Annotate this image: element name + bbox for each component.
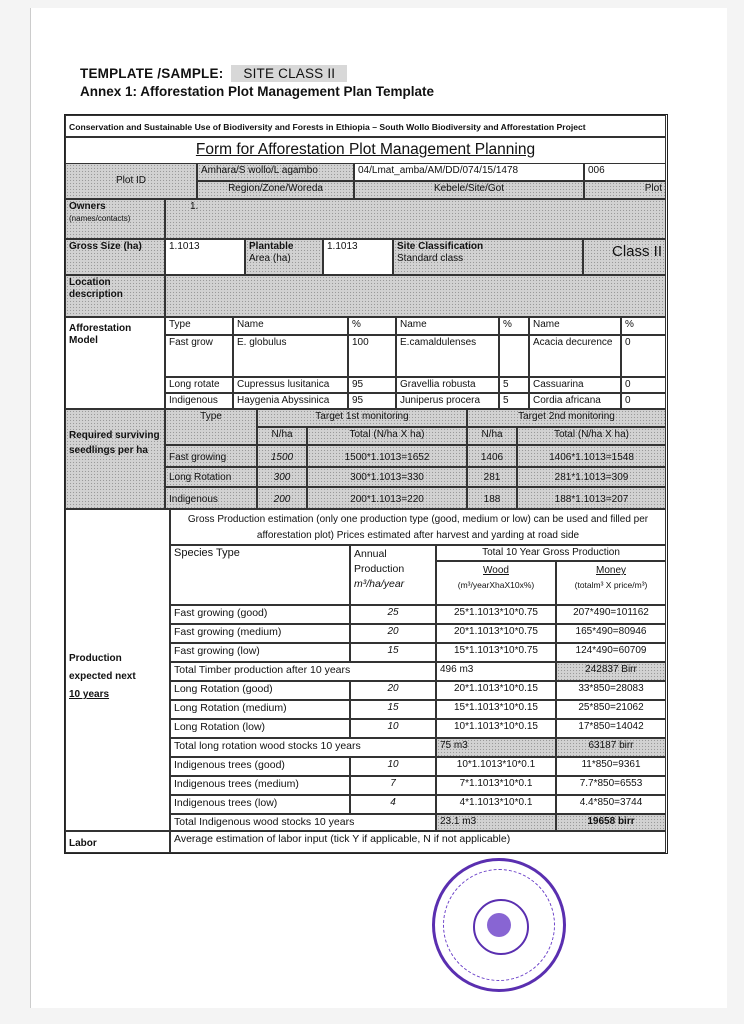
prod-species: Fast growing (low) bbox=[170, 643, 350, 662]
model-cell: 100 bbox=[348, 335, 396, 377]
plantable-value: 1.1013 bbox=[323, 239, 393, 275]
labor-note: Average estimation of labor input (tick Y if applicable, N if not applicable) bbox=[170, 831, 666, 853]
prod-money: 11*850=9361 bbox=[556, 757, 666, 776]
prod-money: 4.4*850=3744 bbox=[556, 795, 666, 814]
site-class-value: Class II bbox=[583, 239, 666, 275]
project-line: Conservation and Sustainable Use of Biodiversity and Forests in Ethiopia – South Wollo Biodiversity and Afforestation Project bbox=[65, 115, 666, 137]
seed-cell: 1500*1.1013=1652 bbox=[307, 445, 467, 467]
model-cell: Cupressus lusitanica bbox=[233, 377, 348, 393]
target2-nha-header: N/ha bbox=[467, 427, 517, 445]
owners-sub-label: (names/contacts) bbox=[69, 214, 131, 223]
wood-unit: (m³/yearXhaX10x%) bbox=[457, 580, 535, 590]
afforestation-model-label: Afforestation Model bbox=[65, 317, 165, 409]
site-classification-sub: Standard class bbox=[397, 253, 464, 264]
model-cell: Long rotate bbox=[165, 377, 233, 393]
annual-production-header bbox=[350, 545, 436, 605]
seed-cell: 281*1.1013=309 bbox=[517, 467, 666, 487]
model-cell: 0 bbox=[621, 377, 666, 393]
prod-annual: 15 bbox=[350, 643, 436, 662]
required-seedlings-label: Required surviving seedlings per ha bbox=[65, 409, 165, 509]
prod-wood: 15*1.1013*10*0.15 bbox=[436, 700, 556, 719]
seed-header-type: Type bbox=[165, 409, 257, 445]
target2-header: Target 2nd monitoring bbox=[467, 409, 666, 427]
owners-label bbox=[65, 199, 165, 239]
seed-cell: Long Rotation bbox=[165, 467, 257, 487]
money-header-text: Money bbox=[595, 565, 626, 576]
prod-species: Indigenous trees (good) bbox=[170, 757, 350, 776]
model-header-pct-3: % bbox=[621, 317, 666, 335]
model-cell: Haygenia Abyssinica bbox=[233, 393, 348, 409]
model-cell: E.camaldulenses bbox=[396, 335, 499, 377]
prod-species: Indigenous trees (medium) bbox=[170, 776, 350, 795]
prod-species: Long Rotation (low) bbox=[170, 719, 350, 738]
prod-wood: 20*1.1013*10*0.75 bbox=[436, 624, 556, 643]
prod-wood: 15*1.1013*10*0.75 bbox=[436, 643, 556, 662]
model-cell: Indigenous bbox=[165, 393, 233, 409]
annual-production-unit: m³/ha/year bbox=[354, 578, 405, 590]
model-cell: Gravellia robusta bbox=[396, 377, 499, 393]
kebele-label: Kebele/Site/Got bbox=[354, 181, 584, 199]
owners-label-text: Owners bbox=[69, 201, 106, 212]
wood-header-text: Wood bbox=[483, 565, 509, 576]
plot-number-label: Plot bbox=[584, 181, 666, 199]
prod-total-wood: 75 m3 bbox=[436, 738, 556, 757]
model-cell: Cassuarina bbox=[529, 377, 621, 393]
model-header-type: Type bbox=[165, 317, 233, 335]
prod-money: 17*850=14042 bbox=[556, 719, 666, 738]
prod-money: 165*490=80946 bbox=[556, 624, 666, 643]
prod-wood: 25*1.1013*10*0.75 bbox=[436, 605, 556, 624]
prod-wood: 4*1.1013*10*0.1 bbox=[436, 795, 556, 814]
target1-nha-header: N/ha bbox=[257, 427, 307, 445]
prod-annual: 4 bbox=[350, 795, 436, 814]
annual-production-text: Annual Production bbox=[354, 548, 405, 575]
site-class-label: SITE CLASS II bbox=[231, 65, 347, 82]
prod-annual: 20 bbox=[350, 681, 436, 700]
prod-total-label: Total Timber production after 10 years bbox=[170, 662, 436, 681]
plantable-sub-label: Area (ha) bbox=[249, 253, 291, 264]
seed-cell: 188 bbox=[467, 487, 517, 509]
form-title: Form for Afforestation Plot Management Planning bbox=[65, 137, 666, 163]
production-label-text: Production expected next bbox=[69, 653, 136, 682]
target1-header: Target 1st monitoring bbox=[257, 409, 467, 427]
prod-species: Fast growing (good) bbox=[170, 605, 350, 624]
seed-cell: 1500 bbox=[257, 445, 307, 467]
seed-cell: 1406 bbox=[467, 445, 517, 467]
prod-total-money: 19658 birr bbox=[556, 814, 666, 831]
template-label: TEMPLATE /SAMPLE: bbox=[80, 66, 224, 81]
gross-size-value: 1.1013 bbox=[165, 239, 245, 275]
seed-cell: 300*1.1013=330 bbox=[307, 467, 467, 487]
model-cell: Acacia decurence bbox=[529, 335, 621, 377]
prod-wood: 20*1.1013*10*0.15 bbox=[436, 681, 556, 700]
model-header-name-2: Name bbox=[396, 317, 499, 335]
production-years: 10 years bbox=[69, 689, 110, 700]
prod-total-wood: 496 m3 bbox=[436, 662, 556, 681]
model-cell: Cordia africana bbox=[529, 393, 621, 409]
model-cell: 5 bbox=[499, 393, 529, 409]
prod-species: Long Rotation (good) bbox=[170, 681, 350, 700]
plot-number-value: 006 bbox=[584, 163, 666, 181]
prod-wood: 10*1.1013*10*0.15 bbox=[436, 719, 556, 738]
model-header-name-3: Name bbox=[529, 317, 621, 335]
prod-money: 124*490=60709 bbox=[556, 643, 666, 662]
prod-money: 33*850=28083 bbox=[556, 681, 666, 700]
prod-wood: 10*1.1013*10*0.1 bbox=[436, 757, 556, 776]
plantable-label-text: Plantable bbox=[249, 241, 294, 252]
prod-total-label: Total long rotation wood stocks 10 years bbox=[170, 738, 436, 757]
wood-header bbox=[436, 561, 556, 605]
prod-money: 7.7*850=6553 bbox=[556, 776, 666, 795]
gross-production-note: Gross Production estimation (only one production type (good, medium or low) can be used and filled per afforestation plot) Prices estimated after harvest and yarding at road side bbox=[170, 509, 666, 545]
target2-total-header: Total (N/ha X ha) bbox=[517, 427, 666, 445]
region-label: Region/Zone/Woreda bbox=[197, 181, 354, 199]
seed-cell: 300 bbox=[257, 467, 307, 487]
total-10-year-header: Total 10 Year Gross Production bbox=[436, 545, 666, 561]
location-value bbox=[165, 275, 666, 317]
prod-species: Long Rotation (medium) bbox=[170, 700, 350, 719]
location-label: Location description bbox=[65, 275, 165, 317]
model-cell: Fast grow bbox=[165, 335, 233, 377]
seed-cell: Fast growing bbox=[165, 445, 257, 467]
seed-cell: 200 bbox=[257, 487, 307, 509]
model-header-name-1: Name bbox=[233, 317, 348, 335]
plot-code-value: 04/Lmat_amba/AM/DD/074/15/1478 bbox=[354, 163, 584, 181]
labor-label: Labor bbox=[65, 831, 170, 853]
model-cell: 0 bbox=[621, 335, 666, 377]
annex-title: Annex 1: Afforestation Plot Management Plan Template bbox=[80, 84, 435, 99]
prod-annual: 15 bbox=[350, 700, 436, 719]
model-header-pct-1: % bbox=[348, 317, 396, 335]
plan-form bbox=[64, 114, 668, 854]
species-type-header: Species Type bbox=[170, 545, 350, 605]
prod-annual: 25 bbox=[350, 605, 436, 624]
region-value: Amhara/S wollo/L agambo bbox=[197, 163, 354, 181]
prod-money: 25*850=21062 bbox=[556, 700, 666, 719]
seed-cell: 200*1.1013=220 bbox=[307, 487, 467, 509]
prod-total-money: 63187 birr bbox=[556, 738, 666, 757]
prod-wood: 7*1.1013*10*0.1 bbox=[436, 776, 556, 795]
owners-value: 1. bbox=[165, 199, 666, 239]
prod-annual: 10 bbox=[350, 757, 436, 776]
gross-size-label: Gross Size (ha) bbox=[65, 239, 165, 275]
model-cell: 5 bbox=[499, 377, 529, 393]
template-heading bbox=[80, 66, 347, 81]
seed-cell: 281 bbox=[467, 467, 517, 487]
prod-total-label: Total Indigenous wood stocks 10 years bbox=[170, 814, 436, 831]
prod-annual: 7 bbox=[350, 776, 436, 795]
model-cell: 95 bbox=[348, 377, 396, 393]
model-cell: E. globulus bbox=[233, 335, 348, 377]
model-cell: 95 bbox=[348, 393, 396, 409]
prod-species: Indigenous trees (low) bbox=[170, 795, 350, 814]
plantable-label bbox=[245, 239, 323, 275]
site-classification-label bbox=[393, 239, 583, 275]
money-unit: (totalm³ X price/m³) bbox=[574, 580, 648, 590]
site-classification-text: Site Classification bbox=[397, 241, 484, 252]
prod-annual: 10 bbox=[350, 719, 436, 738]
target1-total-header: Total (N/ha X ha) bbox=[307, 427, 467, 445]
official-stamp bbox=[432, 858, 566, 992]
stamp-emblem bbox=[487, 913, 511, 937]
prod-species: Fast growing (medium) bbox=[170, 624, 350, 643]
seed-cell: Indigenous bbox=[165, 487, 257, 509]
money-header bbox=[556, 561, 666, 605]
model-cell bbox=[499, 335, 529, 377]
model-cell: Juniperus procera bbox=[396, 393, 499, 409]
prod-total-money: 242837 Birr bbox=[556, 662, 666, 681]
seed-cell: 1406*1.1013=1548 bbox=[517, 445, 666, 467]
production-label bbox=[65, 509, 170, 831]
prod-money: 207*490=101162 bbox=[556, 605, 666, 624]
seed-cell: 188*1.1013=207 bbox=[517, 487, 666, 509]
model-header-pct-2: % bbox=[499, 317, 529, 335]
prod-total-wood: 23.1 m3 bbox=[436, 814, 556, 831]
plot-id-label: Plot ID bbox=[65, 163, 197, 199]
model-cell: 0 bbox=[621, 393, 666, 409]
prod-annual: 20 bbox=[350, 624, 436, 643]
